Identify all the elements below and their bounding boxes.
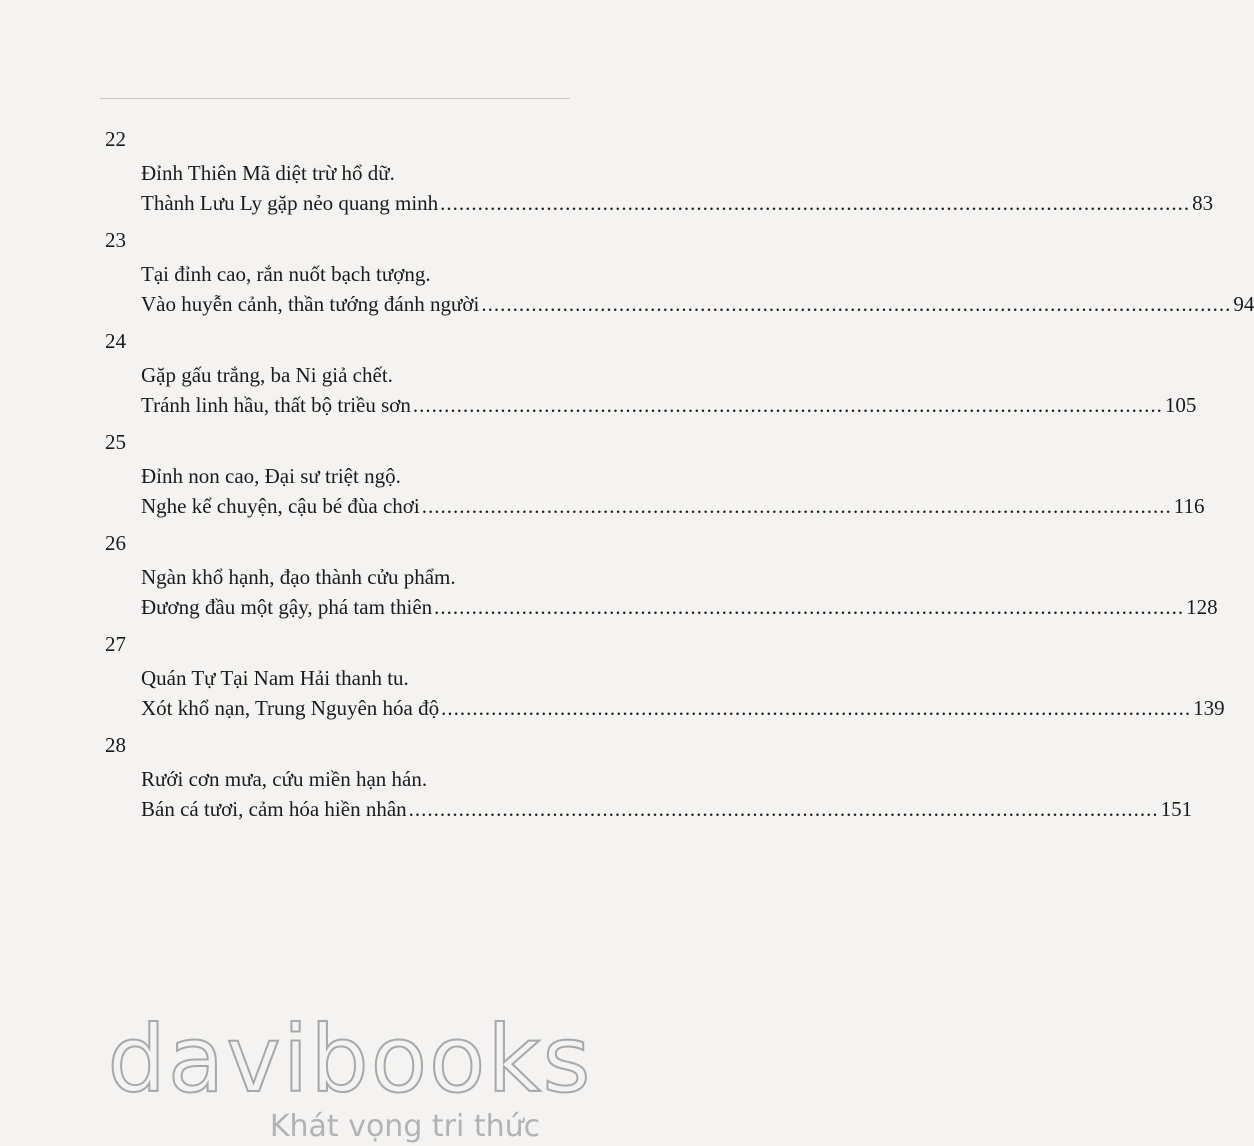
brand-tagline: Khát vọng tri thức: [269, 1109, 541, 1144]
dot-leader: ........................................................................................................................: [421, 494, 1172, 518]
dot-leader: ........................................................................................................................: [434, 595, 1185, 619]
chapter-title-line-2-row: [141, 796, 1193, 822]
chapter-title-line-1: Rưới cơn mưa, cứu miền hạn hán.: [141, 767, 428, 791]
chapter-title-line-1: Ngàn khổ hạnh, đạo thành cửu phẩm.: [141, 565, 456, 589]
page-number: 151: [1160, 797, 1193, 821]
chapter-title-line-2: Đương đầu một gậy, phá tam thiên: [141, 595, 433, 619]
dot-leader: ........................................................................................................................: [481, 292, 1232, 316]
chapter-number: 22: [105, 127, 126, 151]
chapter-title-line-2: Nghe kể chuyện, cậu bé đùa chơi: [141, 494, 420, 518]
chapter-number: 24: [105, 329, 126, 353]
chapter-title-line-1: Tại đỉnh cao, rắn nuốt bạch tượng.: [141, 262, 431, 286]
page-number: 94: [1233, 292, 1254, 316]
chapter-title-line-1: Quán Tự Tại Nam Hải thanh tu.: [141, 666, 409, 690]
chapter-title-line-1: Đỉnh Thiên Mã diệt trừ hổ dữ.: [141, 161, 395, 185]
page-number: 139: [1193, 696, 1225, 720]
chapter-title-line-1: Gặp gấu trắng, ba Ni giả chết.: [141, 363, 393, 387]
chapter-title-line-2-row: [141, 392, 1197, 418]
chapter-number: 25: [105, 430, 126, 454]
dot-leader: ........................................................................................................................: [412, 393, 1163, 417]
page-number: 128: [1186, 595, 1218, 619]
page-number: 83: [1192, 191, 1214, 215]
chapter-title-line-2: Vào huyễn cảnh, thần tướng đánh người: [141, 292, 480, 316]
chapter-title-line-2-row: [141, 695, 1225, 721]
chapter-title-line-2: Xót khổ nạn, Trung Nguyên hóa độ: [141, 696, 440, 720]
dot-leader: ........................................................................................................................: [440, 191, 1191, 215]
chapter-title-line-2-row: [141, 493, 1205, 519]
chapter-number: 28: [105, 733, 126, 757]
chapter-title-line-2: Bán cá tươi, cảm hóa hiền nhân: [141, 797, 407, 821]
dot-leader: ........................................................................................................................: [441, 696, 1192, 720]
header-rule: [100, 98, 570, 99]
chapter-title-line-2: Tránh linh hầu, thất bộ triều sơn: [141, 393, 411, 417]
chapter-number: 23: [105, 228, 126, 252]
chapter-number: 27: [105, 632, 126, 656]
chapter-number: 26: [105, 531, 126, 555]
dot-leader: ........................................................................................................................: [408, 797, 1159, 821]
page-number: 105: [1164, 393, 1197, 417]
page-number: 116: [1173, 494, 1205, 518]
chapter-title-line-1: Đỉnh non cao, Đại sư triệt ngộ.: [141, 464, 401, 488]
chapter-title-line-2: Thành Lưu Ly gặp nẻo quang minh: [141, 191, 439, 215]
chapter-title-line-2-row: [141, 594, 1218, 620]
brand-watermark: davibooks: [107, 1006, 593, 1113]
chapter-title-line-2-row: [141, 291, 1254, 317]
chapter-title-line-2-row: [141, 190, 1214, 216]
